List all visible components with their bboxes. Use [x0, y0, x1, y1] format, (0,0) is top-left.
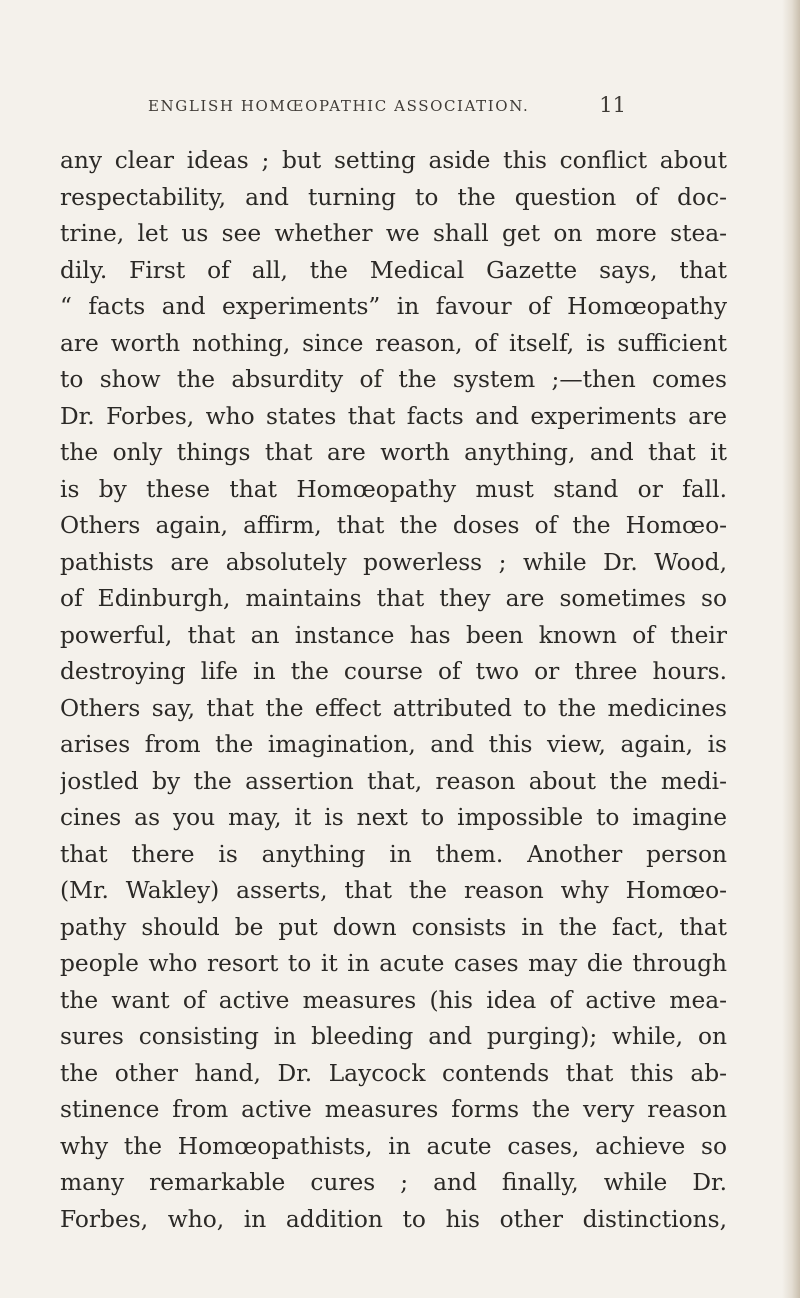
text-line: to show the absurdity of the system ;—then comes — [60, 366, 727, 393]
text-line: Others say, that the effect attributed to the medicines — [60, 694, 727, 722]
text-line: the only things that are worth anything, and that it — [60, 439, 727, 466]
text-line: arises from the imagination, and this view, again, is — [60, 731, 727, 758]
page-number: 11 — [599, 93, 626, 117]
text-line: people who resort to it in acute cases may die through — [60, 950, 727, 977]
text-line: trine, let us see whether we shall get on more stea- — [60, 220, 727, 247]
page-header — [148, 94, 626, 124]
text-line: is by these that Homœopathy must stand or fall. — [60, 475, 727, 503]
text-line: dily. First of all, the Medical Gazette says, that — [60, 256, 727, 284]
text-line: pathy should be put down consists in the fact, that — [60, 913, 727, 941]
text-line: powerful, that an instance has been known of their — [60, 621, 727, 649]
text-line: Others again, affirm, that the doses of the Homœo- — [60, 512, 727, 539]
text-line: destroying life in the course of two or three hours. — [60, 658, 727, 685]
text-line: sures consisting in bleeding and purging); while, on — [60, 1023, 727, 1050]
text-line: respectability, and turning to the question of doc- — [60, 183, 727, 211]
text-line: why the Homœopathists, in acute cases, achieve so — [60, 1132, 727, 1160]
page-edge-shadow — [782, 0, 800, 1298]
body-text — [60, 143, 727, 1238]
text-line: “ facts and experiments” in favour of Homœopathy — [60, 293, 727, 320]
text-line: stinence from active measures forms the very reason — [60, 1096, 727, 1123]
text-line: Forbes, who, in addition to his other distinctions, — [60, 1205, 727, 1233]
text-line: many remarkable cures ; and finally, while Dr. — [60, 1169, 727, 1196]
running-head: ENGLISH HOMŒOPATHIC ASSOCIATION. — [148, 97, 530, 115]
text-line: Dr. Forbes, who states that facts and experiments are — [60, 402, 727, 430]
text-line: are worth nothing, since reason, of itself, is sufficient — [60, 329, 727, 357]
text-line: pathists are absolutely powerless ; while Dr. Wood, — [60, 548, 727, 576]
text-line: the want of active measures (his idea of active mea- — [60, 986, 727, 1014]
text-line: (Mr. Wakley) asserts, that the reason why Homœo- — [60, 877, 727, 904]
text-line: that there is anything in them. Another person — [60, 840, 727, 868]
text-line: jostled by the assertion that, reason about the medi- — [60, 767, 727, 795]
text-line: any clear ideas ; but setting aside this conflict about — [60, 147, 727, 174]
text-line: of Edinburgh, maintains that they are sometimes so — [60, 585, 727, 612]
text-line: cines as you may, it is next to impossible to imagine — [60, 804, 727, 831]
text-line: the other hand, Dr. Laycock contends that this ab- — [60, 1059, 727, 1087]
